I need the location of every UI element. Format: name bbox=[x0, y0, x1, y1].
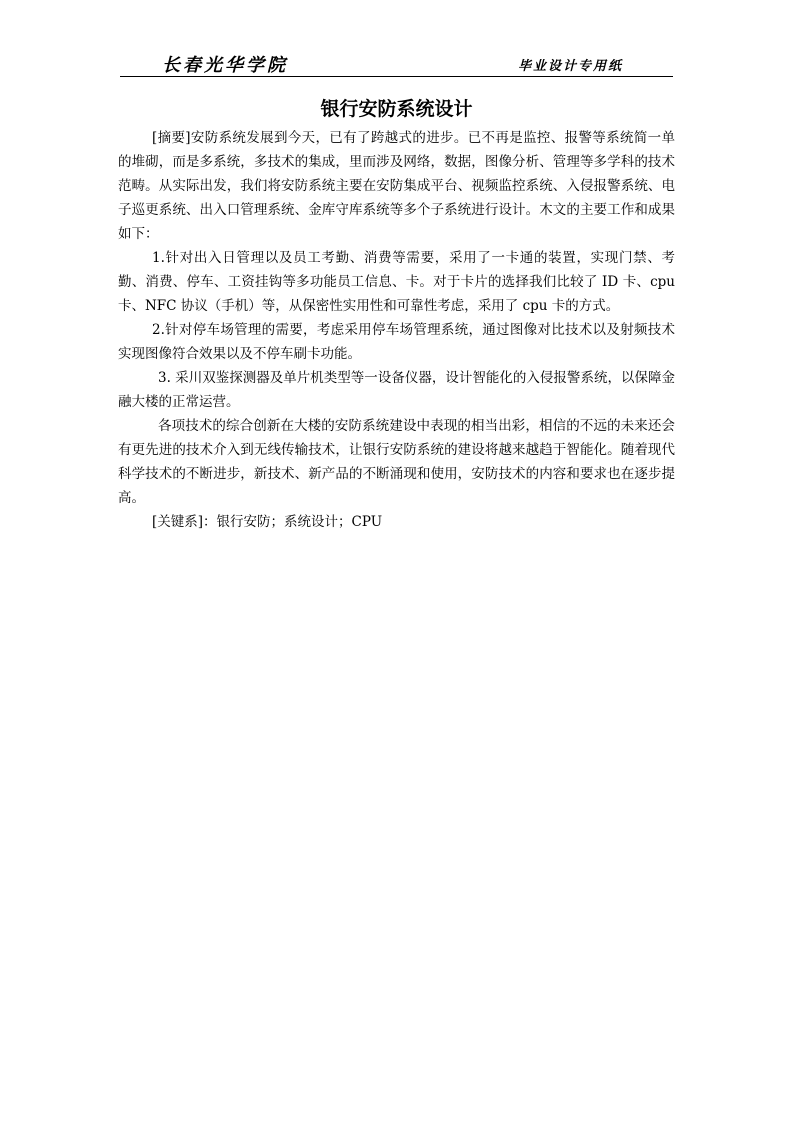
document-title: 银行安防系统设计 bbox=[320, 98, 473, 120]
page-header bbox=[120, 48, 673, 77]
result-item-3: 3. 采川双鉴探测器及单片机类型等一设备仪器，设计智能化的入侵报警系统，以保障金融大楼的正常运营。 bbox=[118, 370, 675, 410]
conclusion-paragraph: 各项技术的综合创新在大楼的安防系统建设中表现的相当出彩，相信的不远的未来还会有更先进的技术介入到无线传输技术，让银行安防系统的建设将越来越趋于智能化。随着现代科学技术的不断进步，新技术、新产品的不断涌现和使用，安防技术的内容和要求也在逐步提高。 bbox=[118, 418, 675, 506]
abstract-paragraph: [摘要]安防系统发展到今天，已有了跨越式的进步。已不再是监控、报警等系统简一单的堆砌，而是多系统，多技术的集成，里而涉及网络，数据，图像分析、管理等多学科的技术范畴。从实际出发，我们将安防系统主要在安防集成平台、视频监控系统、入侵报警系统、电子巡更系统、出入口管理系统、金库守库系统等多个子系统进行设计。木文的主要工作和成果如下： bbox=[118, 130, 675, 242]
result-item-1: 1.针对出入日管理以及员工考勤、消费等需要，采用了一卡通的装置，实现门禁、考勤、消费、停车、工资挂钩等多功能员工信息、卡。对于卡片的选择我们比较了 ID 卡、cpu 卡、NFC 协议（手机）等，从保密性实用性和可靠性考虑，采用了 cpu 卡的方式。 bbox=[118, 250, 675, 314]
keywords-line: [关键系]：银行安防；系统设计；CPU bbox=[152, 514, 383, 530]
paper-type-label: 毕业设计专用纸 bbox=[517, 59, 623, 74]
school-name: 长春光华学院 bbox=[162, 55, 288, 76]
abstract-body bbox=[118, 126, 675, 534]
result-item-2: 2.针对停车场管理的需要，考虑采用停车场管理系统，通过图像对比技术以及射频技术实现图像符合效果以及不停车刷卡功能。 bbox=[118, 322, 675, 362]
